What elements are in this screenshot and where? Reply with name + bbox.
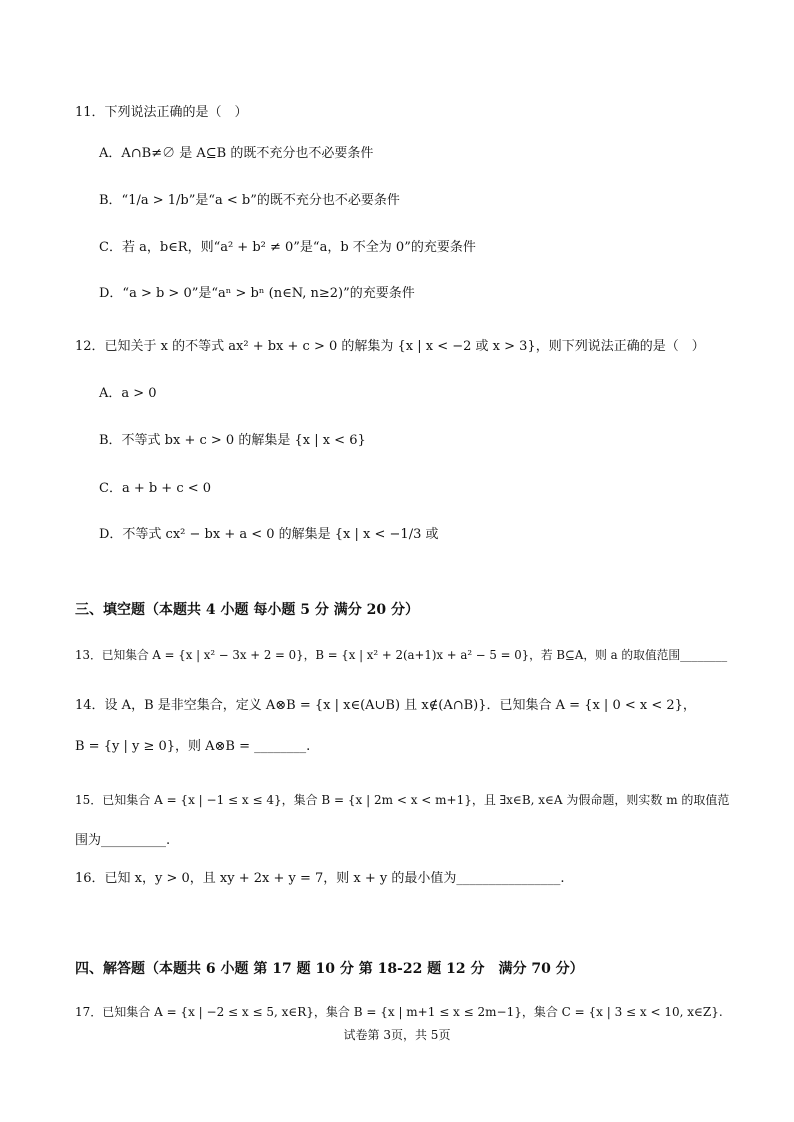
question-17: 17．已知集合 A = {x | −2 ≤ x ≤ 5, x∈R}，集合 B = {x | m+1 ≤ x ≤ 2m−1}，集合 C = {x | 3 ≤ x < 10, x∈Z}. <box>75 1005 723 1019</box>
question-11-option-d: D．“a > b > 0”是“aⁿ > bⁿ (n∈N, n≥2)”的充要条件 <box>99 286 415 301</box>
question-11-stem: 11．下列说法正确的是（ ） <box>75 105 248 120</box>
question-13: 13．已知集合 A = {x | x² − 3x + 2 = 0}，B = {x | x² + 2(a+1)x + a² − 5 = 0}，若 B⊆A，则 a 的取值范围________ <box>75 648 728 662</box>
question-16: 16．已知 x，y > 0，且 xy + 2x + y = 7，则 x + y 的最小值为________________. <box>75 871 565 886</box>
question-11-option-c: C．若 a，b∈R，则“a² + b² ≠ 0”是“a，b 不全为 0”的充要条件 <box>99 240 476 255</box>
question-14-line-1: 14．设 A，B 是非空集合，定义 A⊗B = {x | x∈(A∪B) 且 x∉(A∩B)}．已知集合 A = {x | 0 < x < 2}， <box>75 698 696 713</box>
page-footer: 试卷第 3页，共 5页 <box>343 1028 451 1042</box>
question-12-stem: 12．已知关于 x 的不等式 ax² + bx + c > 0 的解集为 {x | x < −2 或 x > 3}，则下列说法正确的是（ ） <box>75 339 705 354</box>
question-12-option-a: A．a > 0 <box>99 386 157 401</box>
question-14-line-2: B = {y | y ≥ 0}，则 A⊗B = ________. <box>75 739 311 754</box>
question-12-option-b: B．不等式 bx + c > 0 的解集是 {x | x < 6} <box>99 433 366 448</box>
question-15-line-2: 围为__________. <box>75 833 171 848</box>
question-11-option-a: A．A∩B≠∅ 是 A⊆B 的既不充分也不必要条件 <box>99 146 374 161</box>
question-12-option-d: D．不等式 cx² − bx + a < 0 的解集是 {x | x < −1/3 或 <box>99 527 439 542</box>
question-15-line-1: 15．已知集合 A = {x | −1 ≤ x ≤ 4}，集合 B = {x | 2m < x < m+1}，且 ∃x∈B, x∈A 为假命题，则实数 m 的取值范 <box>75 793 730 807</box>
question-12-option-c: C．a + b + c < 0 <box>99 481 212 496</box>
section-3-heading: 三、填空题（本题共 4 小题 每小题 5 分 满分 20 分） <box>75 602 419 618</box>
section-4-heading: 四、解答题（本题共 6 小题 第 17 题 10 分 第 18-22 题 12 分 满分 70 分） <box>75 961 584 977</box>
question-11-option-b: B．“1/a > 1/b”是“a < b”的既不充分也不必要条件 <box>99 193 400 208</box>
